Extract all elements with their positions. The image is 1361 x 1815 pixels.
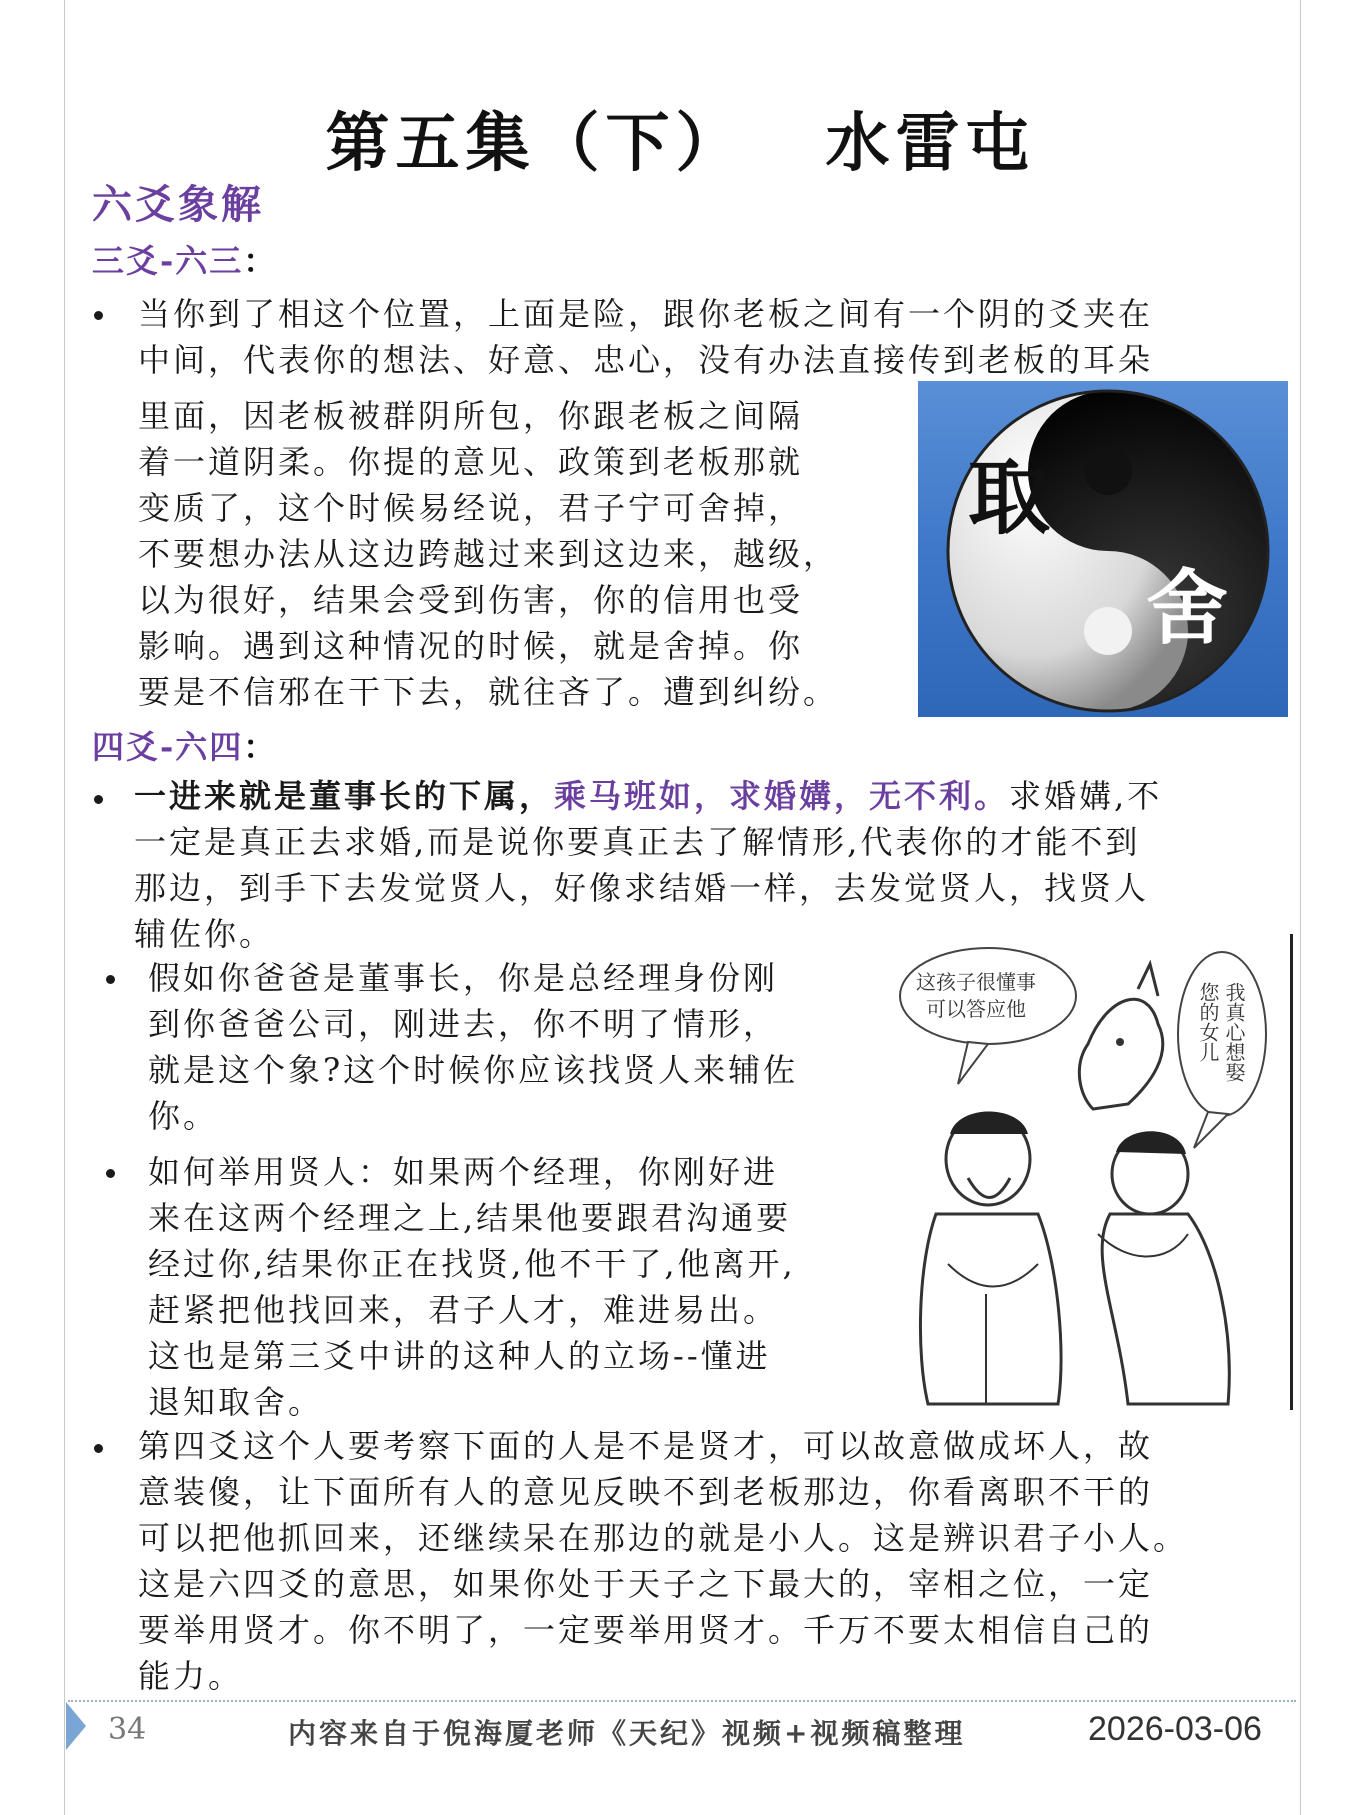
page-border-right: [1300, 0, 1301, 1815]
text-line: 要是不信邪在干下去，就往吝了。遭到纠纷。: [138, 673, 839, 711]
bullet-dot: [94, 795, 103, 804]
yinyang-char-give: 舍: [1146, 560, 1229, 656]
text-line: 到你爸爸公司，刚进去，你不明了情形，: [148, 1005, 779, 1043]
yinyang-icon: [918, 381, 1288, 717]
text-line: 变质了，这个时候易经说，君子宁可舍掉，: [138, 489, 804, 527]
text-line: [134, 773, 1162, 819]
purple-quote: 乘马班如，求婚媾，无不利。: [554, 777, 1010, 815]
text-line: 那边，到手下去发觉贤人，好像求结婚一样，去发觉贤人，找贤人: [134, 869, 1150, 907]
text-line: 退知取舍。: [148, 1383, 324, 1421]
bubble-right-col2: 您的女儿: [1196, 982, 1220, 1062]
yao4-heading-text: 四爻-六四: [92, 728, 244, 766]
section-title: 六爻象解: [92, 181, 264, 228]
yao3-heading-text: 三爻-六三: [92, 242, 244, 280]
text-span: 求婚媾,不: [1009, 777, 1163, 815]
text-line: 意装傻，让下面所有人的意见反映不到老板那边，你看离职不干的: [138, 1473, 1154, 1511]
text-line: 中间，代表你的想法、好意、忠心，没有办法直接传到老板的耳朵: [138, 341, 1154, 379]
text-line: 假如你爸爸是董事长，你是总经理身份刚: [148, 959, 779, 997]
cartoon-drawing: [888, 934, 1288, 1410]
text-line: 如何举用贤人：如果两个经理，你刚好进: [148, 1153, 779, 1191]
text-line: 可以把他抓回来，还继续呆在那边的就是小人。这是辨识君子小人。: [138, 1519, 1189, 1557]
text-line: 着一道阴柔。你提的意见、政策到老板那就: [138, 443, 804, 481]
yao4-sub2: [148, 1149, 796, 1425]
bubble-left-line1: 这孩子很懂事: [916, 970, 1036, 994]
yinyang-char-take: 取: [968, 450, 1051, 546]
bullet-dot: [94, 311, 103, 320]
bold-text: 一进来就是董事长的下属，: [134, 777, 555, 815]
footer-arrow-icon: [66, 1702, 86, 1750]
page-number: 34: [108, 1712, 147, 1747]
yao3-heading-colon: ：: [243, 242, 278, 280]
yao4-heading: [92, 722, 277, 768]
bullet-dot: [106, 975, 115, 984]
text-line: 当你到了相这个位置，上面是险，跟你老板之间有一个阴的爻夹在: [138, 295, 1154, 333]
yao4-bullet2: [138, 1423, 1188, 1699]
yinyang-image: [918, 381, 1288, 717]
bullet-dot: [106, 1169, 115, 1178]
page-border-left: [64, 0, 65, 1815]
text-line: 辅佐你。: [134, 915, 275, 953]
text-line: 就是这个象?这个时候你应该找贤人来辅佐: [148, 1051, 799, 1089]
text-line: 不要想办法从这边跨越过来到这边来，越级，: [138, 535, 839, 573]
text-line: 以为很好，结果会受到伤害，你的信用也受: [138, 581, 804, 619]
page-title: [0, 92, 1361, 184]
cartoon-illustration: [888, 934, 1293, 1410]
text-line: 第四爻这个人要考察下面的人是不是贤才，可以故意做成坏人，故: [138, 1427, 1154, 1465]
footer-date: 2026-03-06: [1088, 1710, 1262, 1748]
bullet-dot: [94, 1444, 103, 1453]
yao4-heading-colon: ：: [243, 728, 278, 766]
yao3-heading: [92, 236, 277, 282]
footer-source: 内容来自于倪海厦老师《天纪》视频+视频稿整理: [288, 1717, 966, 1750]
text-line: 一定是真正去求婚,而是说你要真正去了解情形,代表你的才能不到: [134, 823, 1141, 861]
title-hexagram: 水雷屯: [825, 107, 1036, 181]
text-line: 影响。遇到这种情况的时候，就是舍掉。你: [138, 627, 804, 665]
text-line: 要举用贤才。你不明了，一定要举用贤才。千万不要太相信自己的: [138, 1611, 1154, 1649]
text-line: 这是六四爻的意思，如果你处于天子之下最大的，宰相之位，一定: [138, 1565, 1154, 1603]
text-line: 里面，因老板被群阴所包，你跟老板之间隔: [138, 397, 804, 435]
text-line: 赶紧把他找回来，君子人才，难进易出。: [148, 1291, 779, 1329]
footer-divider: [68, 1700, 1296, 1702]
bubble-right-col1: 我真心想娶: [1222, 982, 1246, 1082]
title-episode: 第五集（下）: [325, 107, 746, 181]
yao4-sub1: [148, 955, 798, 1139]
text-line: 来在这两个经理之上,结果他要跟君沟通要: [148, 1199, 792, 1237]
text-line: 能力。: [138, 1657, 244, 1695]
text-line: 经过你,结果你正在找贤,他不干了,他离开,: [148, 1245, 796, 1283]
text-line: 这也是第三爻中讲的这种人的立场--懂进: [148, 1337, 771, 1375]
text-line: 你。: [148, 1097, 219, 1135]
yao4-bullet1: [134, 773, 1162, 957]
bubble-left-line2: 可以答应他: [926, 997, 1026, 1021]
